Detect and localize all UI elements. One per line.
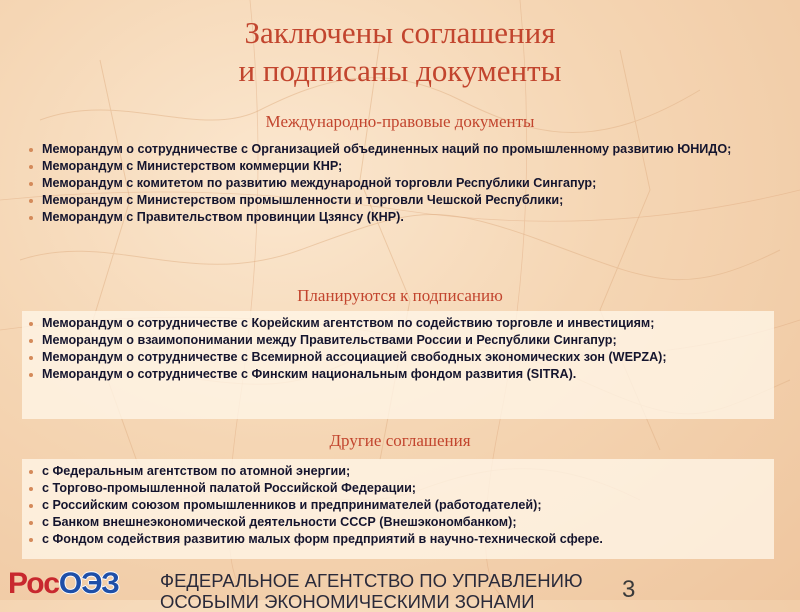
list-other — [22, 459, 774, 559]
list-item: Меморандум о сотрудничестве с Всемирной ассоциацией свободных экономических зон (WEPZA); — [42, 350, 764, 365]
rosoez-logo — [8, 568, 119, 600]
list-item: Меморандум о сотрудничестве с Финским национальным фондом развития (SITRA). — [42, 367, 764, 382]
section-heading-international: Международно-правовые документы — [265, 112, 535, 131]
logo-part-2: ОЭЗ — [58, 567, 119, 600]
list-item: с Торгово-промышленной палатой Российской Федерации; — [42, 481, 764, 496]
agency-line-1: ФЕДЕРАЛЬНОЕ АГЕНТСТВО ПО УПРАВЛЕНИЮ — [160, 570, 583, 591]
footer-agency-name — [160, 570, 630, 612]
list-item: Меморандум с Министерством коммерции КНР; — [42, 159, 764, 174]
list-planned — [22, 311, 774, 419]
section-heading-planned: Планируются к подписанию — [297, 286, 503, 305]
list-item: Меморандум с Правительством провинции Цзянсу (КНР). — [42, 210, 764, 225]
slide-title — [0, 14, 800, 90]
list-item: с Фондом содействия развитию малых форм предприятий в научно-технической сфере. — [42, 532, 764, 547]
list-item: с Федеральным агентством по атомной энергии; — [42, 464, 764, 479]
list-item: Меморандум о взаимопонимании между Правительствами России и Республики Сингапур; — [42, 333, 764, 348]
list-item: Меморандум о сотрудничестве с Организацией объединенных наций по промышленному развитию ЮНИДО; — [42, 142, 764, 157]
list-item: Меморандум с Министерством промышленности и торговли Чешской Республики; — [42, 193, 764, 208]
list-item: с Российским союзом промышленников и предпринимателей (работодателей); — [42, 498, 764, 513]
list-international — [22, 137, 774, 231]
page-number: 3 — [622, 576, 636, 603]
list-item: Меморандум с комитетом по развитию международной торговли Республики Сингапур; — [42, 176, 764, 191]
logo-part-1: Рос — [8, 567, 59, 600]
list-item: Меморандум о сотрудничестве с Корейским агентством по содействию торговле и инвестициям; — [42, 316, 764, 331]
section-heading-other: Другие соглашения — [329, 431, 471, 450]
agency-line-2: ОСОБЫМИ ЭКОНОМИЧЕСКИМИ ЗОНАМИ — [160, 591, 535, 612]
title-line-2: и подписаны документы — [238, 53, 562, 88]
title-line-1: Заключены соглашения — [244, 15, 556, 50]
list-item: с Банком внешнеэкономической деятельности СССР (Внешэкономбанком); — [42, 515, 764, 530]
